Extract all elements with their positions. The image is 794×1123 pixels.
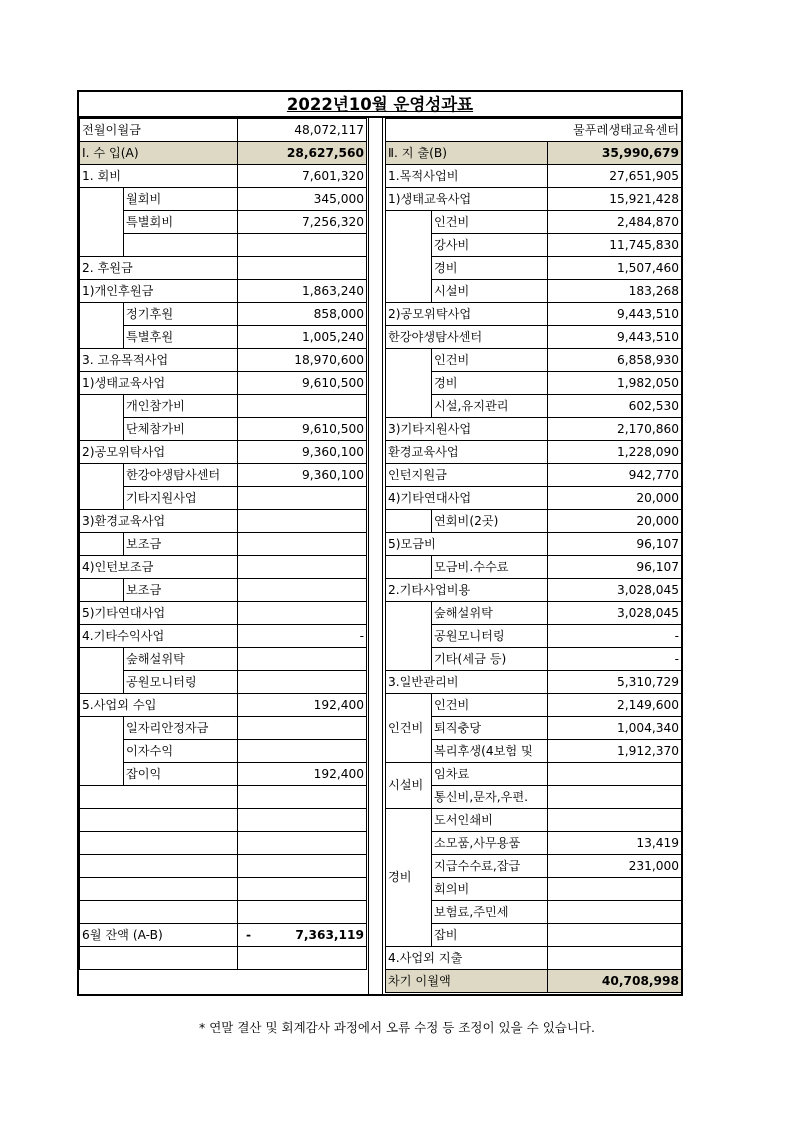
indent-cell [80, 579, 124, 602]
report-sheet [77, 90, 683, 996]
expense-row [386, 510, 682, 533]
expense-category-label: 2)공모위탁사업 [386, 303, 548, 326]
income-row [80, 165, 367, 188]
income-category-label: 1. 회비 [80, 165, 238, 188]
income-item-value [238, 648, 367, 671]
income-row [80, 786, 367, 809]
expense-item-value: 13,419 [548, 832, 682, 855]
expense-row [386, 579, 682, 602]
income-row [80, 280, 367, 303]
indent-cell [80, 648, 124, 694]
expense-item-value: 11,745,830 [548, 234, 682, 257]
income-row [80, 855, 367, 878]
blank-cell [238, 947, 367, 970]
group-cell: 시설비 [386, 763, 432, 809]
income-row [80, 418, 367, 441]
expense-row [386, 809, 682, 832]
expense-row [386, 165, 682, 188]
expense-row [386, 188, 682, 211]
expense-category-label: 환경교육사업 [386, 441, 548, 464]
expense-row [386, 464, 682, 487]
expense-category-value: 2,170,860 [548, 418, 682, 441]
income-item-value [238, 579, 367, 602]
indent-cell [80, 188, 124, 257]
income-category-label: 5)기타연대사업 [80, 602, 238, 625]
expense-item-value: 6,858,930 [548, 349, 682, 372]
column-divider [366, 118, 385, 994]
group-cell [386, 602, 432, 671]
expense-category-value: 942,770 [548, 464, 682, 487]
expense-item-label: 통신비,문자,우편. [432, 786, 548, 809]
group-cell [386, 510, 432, 533]
income-row [80, 441, 367, 464]
income-category-value: 18,970,600 [238, 349, 367, 372]
expense-item-label: 퇴직충당 [432, 717, 548, 740]
income-category-label: 2)공모위탁사업 [80, 441, 238, 464]
income-category-label [80, 832, 238, 855]
income-row [80, 648, 367, 671]
blank-row [80, 947, 367, 970]
expense-item-value [548, 901, 682, 924]
expense-item-label: 회의비 [432, 878, 548, 901]
indent-cell [80, 533, 124, 556]
income-item-value [238, 740, 367, 763]
income-category-label: 4.기타수익사업 [80, 625, 238, 648]
income-item-label: 이자수익 [124, 740, 238, 763]
expense-row [386, 602, 682, 625]
expense-item-value: 1,912,370 [548, 740, 682, 763]
income-row [80, 694, 367, 717]
expense-item-value: 1,982,050 [548, 372, 682, 395]
nonop-value [548, 947, 682, 970]
income-item-value: 345,000 [238, 188, 367, 211]
income-row [80, 740, 367, 763]
expense-row [386, 418, 682, 441]
income-category-label: 3)환경교육사업 [80, 510, 238, 533]
expense-item-label: 보험료,주민세 [432, 901, 548, 924]
expense-table [385, 118, 682, 993]
expense-item-label: 시설비 [432, 280, 548, 303]
income-item-label: 특별후원 [124, 326, 238, 349]
indent-cell [80, 464, 124, 510]
expense-item-label: 공원모니터링 [432, 625, 548, 648]
income-row [80, 372, 367, 395]
income-item-value [238, 395, 367, 418]
income-category-value [238, 855, 367, 878]
income-table [79, 118, 367, 970]
expense-category-label: 1)생태교육사업 [386, 188, 548, 211]
income-item-value: 858,000 [238, 303, 367, 326]
expense-item-label: 도서인쇄비 [432, 809, 548, 832]
indent-cell [80, 303, 124, 349]
income-row [80, 395, 367, 418]
income-item-label: 잡이익 [124, 763, 238, 786]
expense-item-value [548, 763, 682, 786]
income-row [80, 602, 367, 625]
income-row [80, 901, 367, 924]
expense-item-value: 602,530 [548, 395, 682, 418]
group-cell: 인건비 [386, 694, 432, 763]
income-category-value: - [238, 625, 367, 648]
income-category-value [238, 257, 367, 280]
expense-row [386, 326, 682, 349]
carryover-label: 전월이월금 [80, 119, 238, 142]
income-category-label: 5.사업외 수입 [80, 694, 238, 717]
expense-row [386, 303, 682, 326]
group-cell [386, 211, 432, 303]
income-item-label: 보조금 [124, 533, 238, 556]
expense-item-value: 2,484,870 [548, 211, 682, 234]
income-item-value [238, 717, 367, 740]
income-item-label: 보조금 [124, 579, 238, 602]
expense-category-value: 1,228,090 [548, 441, 682, 464]
expense-category-value: 96,107 [548, 533, 682, 556]
group-cell [386, 349, 432, 418]
header-spacer [386, 119, 548, 142]
expense-item-value: 231,000 [548, 855, 682, 878]
income-row [80, 625, 367, 648]
report-title: 2022년10월 운영성과표 [79, 92, 681, 118]
expense-item-value: - [548, 648, 682, 671]
expense-item-label: 기타(세금 등) [432, 648, 548, 671]
income-item-label: 숲해설위탁 [124, 648, 238, 671]
indent-cell [80, 717, 124, 786]
expense-category-value: 9,443,510 [548, 326, 682, 349]
expense-category-label: 3.일반관리비 [386, 671, 548, 694]
expense-item-value: 2,149,600 [548, 694, 682, 717]
expense-item-label: 경비 [432, 257, 548, 280]
income-category-value: 9,610,500 [238, 372, 367, 395]
income-item-value: 1,005,240 [238, 326, 367, 349]
income-item-label: 일자리안정자금 [124, 717, 238, 740]
next-carryover-label: 차기 이월액 [386, 970, 548, 993]
income-item-label: 단체참가비 [124, 418, 238, 441]
income-item-label: 한강야생탐사센터 [124, 464, 238, 487]
expense-item-label: 인건비 [432, 349, 548, 372]
expense-item-value [548, 786, 682, 809]
indent-cell [80, 395, 124, 441]
next-carryover-value: 40,708,998 [548, 970, 682, 993]
income-row [80, 211, 367, 234]
income-row [80, 510, 367, 533]
income-category-label: 1)생태교육사업 [80, 372, 238, 395]
expense-heading: Ⅱ. 지 출(B) [386, 142, 548, 165]
expense-item-value: - [548, 625, 682, 648]
income-category-value [238, 556, 367, 579]
balance-label: 6월 잔액 (A-B) [80, 924, 238, 947]
expense-item-label: 인건비 [432, 694, 548, 717]
next-carryover-row [386, 970, 682, 993]
expense-item-label: 모금비.수수료 [432, 556, 548, 579]
income-row [80, 326, 367, 349]
expense-item-label: 인건비 [432, 211, 548, 234]
expense-category-label: 5)모금비 [386, 533, 548, 556]
income-category-label: 4)인턴보조금 [80, 556, 238, 579]
income-category-value: 192,400 [238, 694, 367, 717]
carryover-value: 48,072,117 [238, 119, 367, 142]
income-row [80, 464, 367, 487]
income-item-label [124, 234, 238, 257]
income-category-label [80, 855, 238, 878]
expense-row [386, 211, 682, 234]
expense-total: 35,990,679 [548, 142, 682, 165]
income-row [80, 257, 367, 280]
balance-value: 7,363,119 [295, 927, 364, 942]
income-row [80, 234, 367, 257]
nonop-label: 4.사업외 지출 [386, 947, 548, 970]
expense-item-value: 1,507,460 [548, 257, 682, 280]
income-heading: Ⅰ. 수 입(A) [80, 142, 238, 165]
expense-category-label: 1.목적사업비 [386, 165, 548, 188]
income-item-label: 공원모니터링 [124, 671, 238, 694]
income-category-label [80, 809, 238, 832]
expense-item-label: 숲해설위탁 [432, 602, 548, 625]
income-category-value [238, 878, 367, 901]
income-row [80, 878, 367, 901]
expense-item-label: 소모품,사무용품 [432, 832, 548, 855]
income-category-value: 9,360,100 [238, 441, 367, 464]
expense-row [386, 349, 682, 372]
income-item-label: 월회비 [124, 188, 238, 211]
group-cell [386, 556, 432, 579]
income-category-label: 2. 후원금 [80, 257, 238, 280]
expense-item-label: 지급수수료,잡급 [432, 855, 548, 878]
expense-item-label: 잡비 [432, 924, 548, 947]
income-category-value [238, 832, 367, 855]
income-item-value [238, 234, 367, 257]
income-category-value [238, 786, 367, 809]
expense-category-label: 2.기타사업비용 [386, 579, 548, 602]
income-item-value [238, 487, 367, 510]
group-cell: 경비 [386, 809, 432, 947]
income-item-value [238, 533, 367, 556]
income-item-label: 특별회비 [124, 211, 238, 234]
income-item-label: 기타지원사업 [124, 487, 238, 510]
expense-category-label: 4)기타연대사업 [386, 487, 548, 510]
expense-item-label: 연회비(2곳) [432, 510, 548, 533]
income-category-label [80, 786, 238, 809]
expense-item-value: 183,268 [548, 280, 682, 303]
income-item-value: 9,360,100 [238, 464, 367, 487]
income-category-label: 3. 고유목적사업 [80, 349, 238, 372]
income-item-value: 7,256,320 [238, 211, 367, 234]
balance-sign: - [246, 927, 252, 942]
income-category-label: 1)개인후원금 [80, 280, 238, 303]
nonop-row [386, 947, 682, 970]
expense-row [386, 533, 682, 556]
income-row [80, 763, 367, 786]
income-item-label: 정기후원 [124, 303, 238, 326]
expense-category-label: 인턴지원금 [386, 464, 548, 487]
income-row [80, 556, 367, 579]
balance-cell [238, 924, 367, 947]
expense-item-label: 시설,유지관리 [432, 395, 548, 418]
expense-item-value [548, 878, 682, 901]
expense-item-value [548, 924, 682, 947]
income-row [80, 579, 367, 602]
expense-item-value: 3,028,045 [548, 602, 682, 625]
expense-item-value: 96,107 [548, 556, 682, 579]
expense-item-label: 강사비 [432, 234, 548, 257]
organization-name: 물푸레생태교육센터 [548, 119, 682, 142]
expense-item-label: 경비 [432, 372, 548, 395]
income-category-value [238, 809, 367, 832]
income-row [80, 832, 367, 855]
expense-category-value: 5,310,729 [548, 671, 682, 694]
income-category-label [80, 901, 238, 924]
expense-category-label: 한강야생탐사센터 [386, 326, 548, 349]
expense-item-value [548, 809, 682, 832]
expense-item-value: 20,000 [548, 510, 682, 533]
income-row [80, 717, 367, 740]
income-row [80, 809, 367, 832]
expense-category-value: 15,921,428 [548, 188, 682, 211]
expense-row [386, 671, 682, 694]
expense-category-label: 3)기타지원사업 [386, 418, 548, 441]
expense-item-value: 1,004,340 [548, 717, 682, 740]
income-row [80, 349, 367, 372]
expense-category-value: 3,028,045 [548, 579, 682, 602]
income-item-label: 개인참가비 [124, 395, 238, 418]
expense-row [386, 763, 682, 786]
income-item-value: 192,400 [238, 763, 367, 786]
expense-item-label: 복리후생(4보험 및 [432, 740, 548, 763]
income-category-value: 1,863,240 [238, 280, 367, 303]
blank-cell [80, 947, 238, 970]
expense-row [386, 694, 682, 717]
income-row [80, 533, 367, 556]
expense-row [386, 441, 682, 464]
income-item-value [238, 671, 367, 694]
income-category-value [238, 602, 367, 625]
expense-category-value: 20,000 [548, 487, 682, 510]
income-row [80, 487, 367, 510]
income-category-value: 7,601,320 [238, 165, 367, 188]
income-row [80, 671, 367, 694]
income-category-label [80, 878, 238, 901]
expense-row [386, 487, 682, 510]
expense-row [386, 556, 682, 579]
footnote: * 연말 결산 및 회계감사 과정에서 오류 수정 등 조정이 있을 수 있습니다. [198, 1020, 595, 1035]
income-total: 28,627,560 [238, 142, 367, 165]
income-item-value: 9,610,500 [238, 418, 367, 441]
income-row [80, 303, 367, 326]
expense-category-value: 27,651,905 [548, 165, 682, 188]
balance-row [80, 924, 367, 947]
income-category-value [238, 901, 367, 924]
expense-item-label: 임차료 [432, 763, 548, 786]
expense-category-value: 9,443,510 [548, 303, 682, 326]
income-row [80, 188, 367, 211]
income-category-value [238, 510, 367, 533]
